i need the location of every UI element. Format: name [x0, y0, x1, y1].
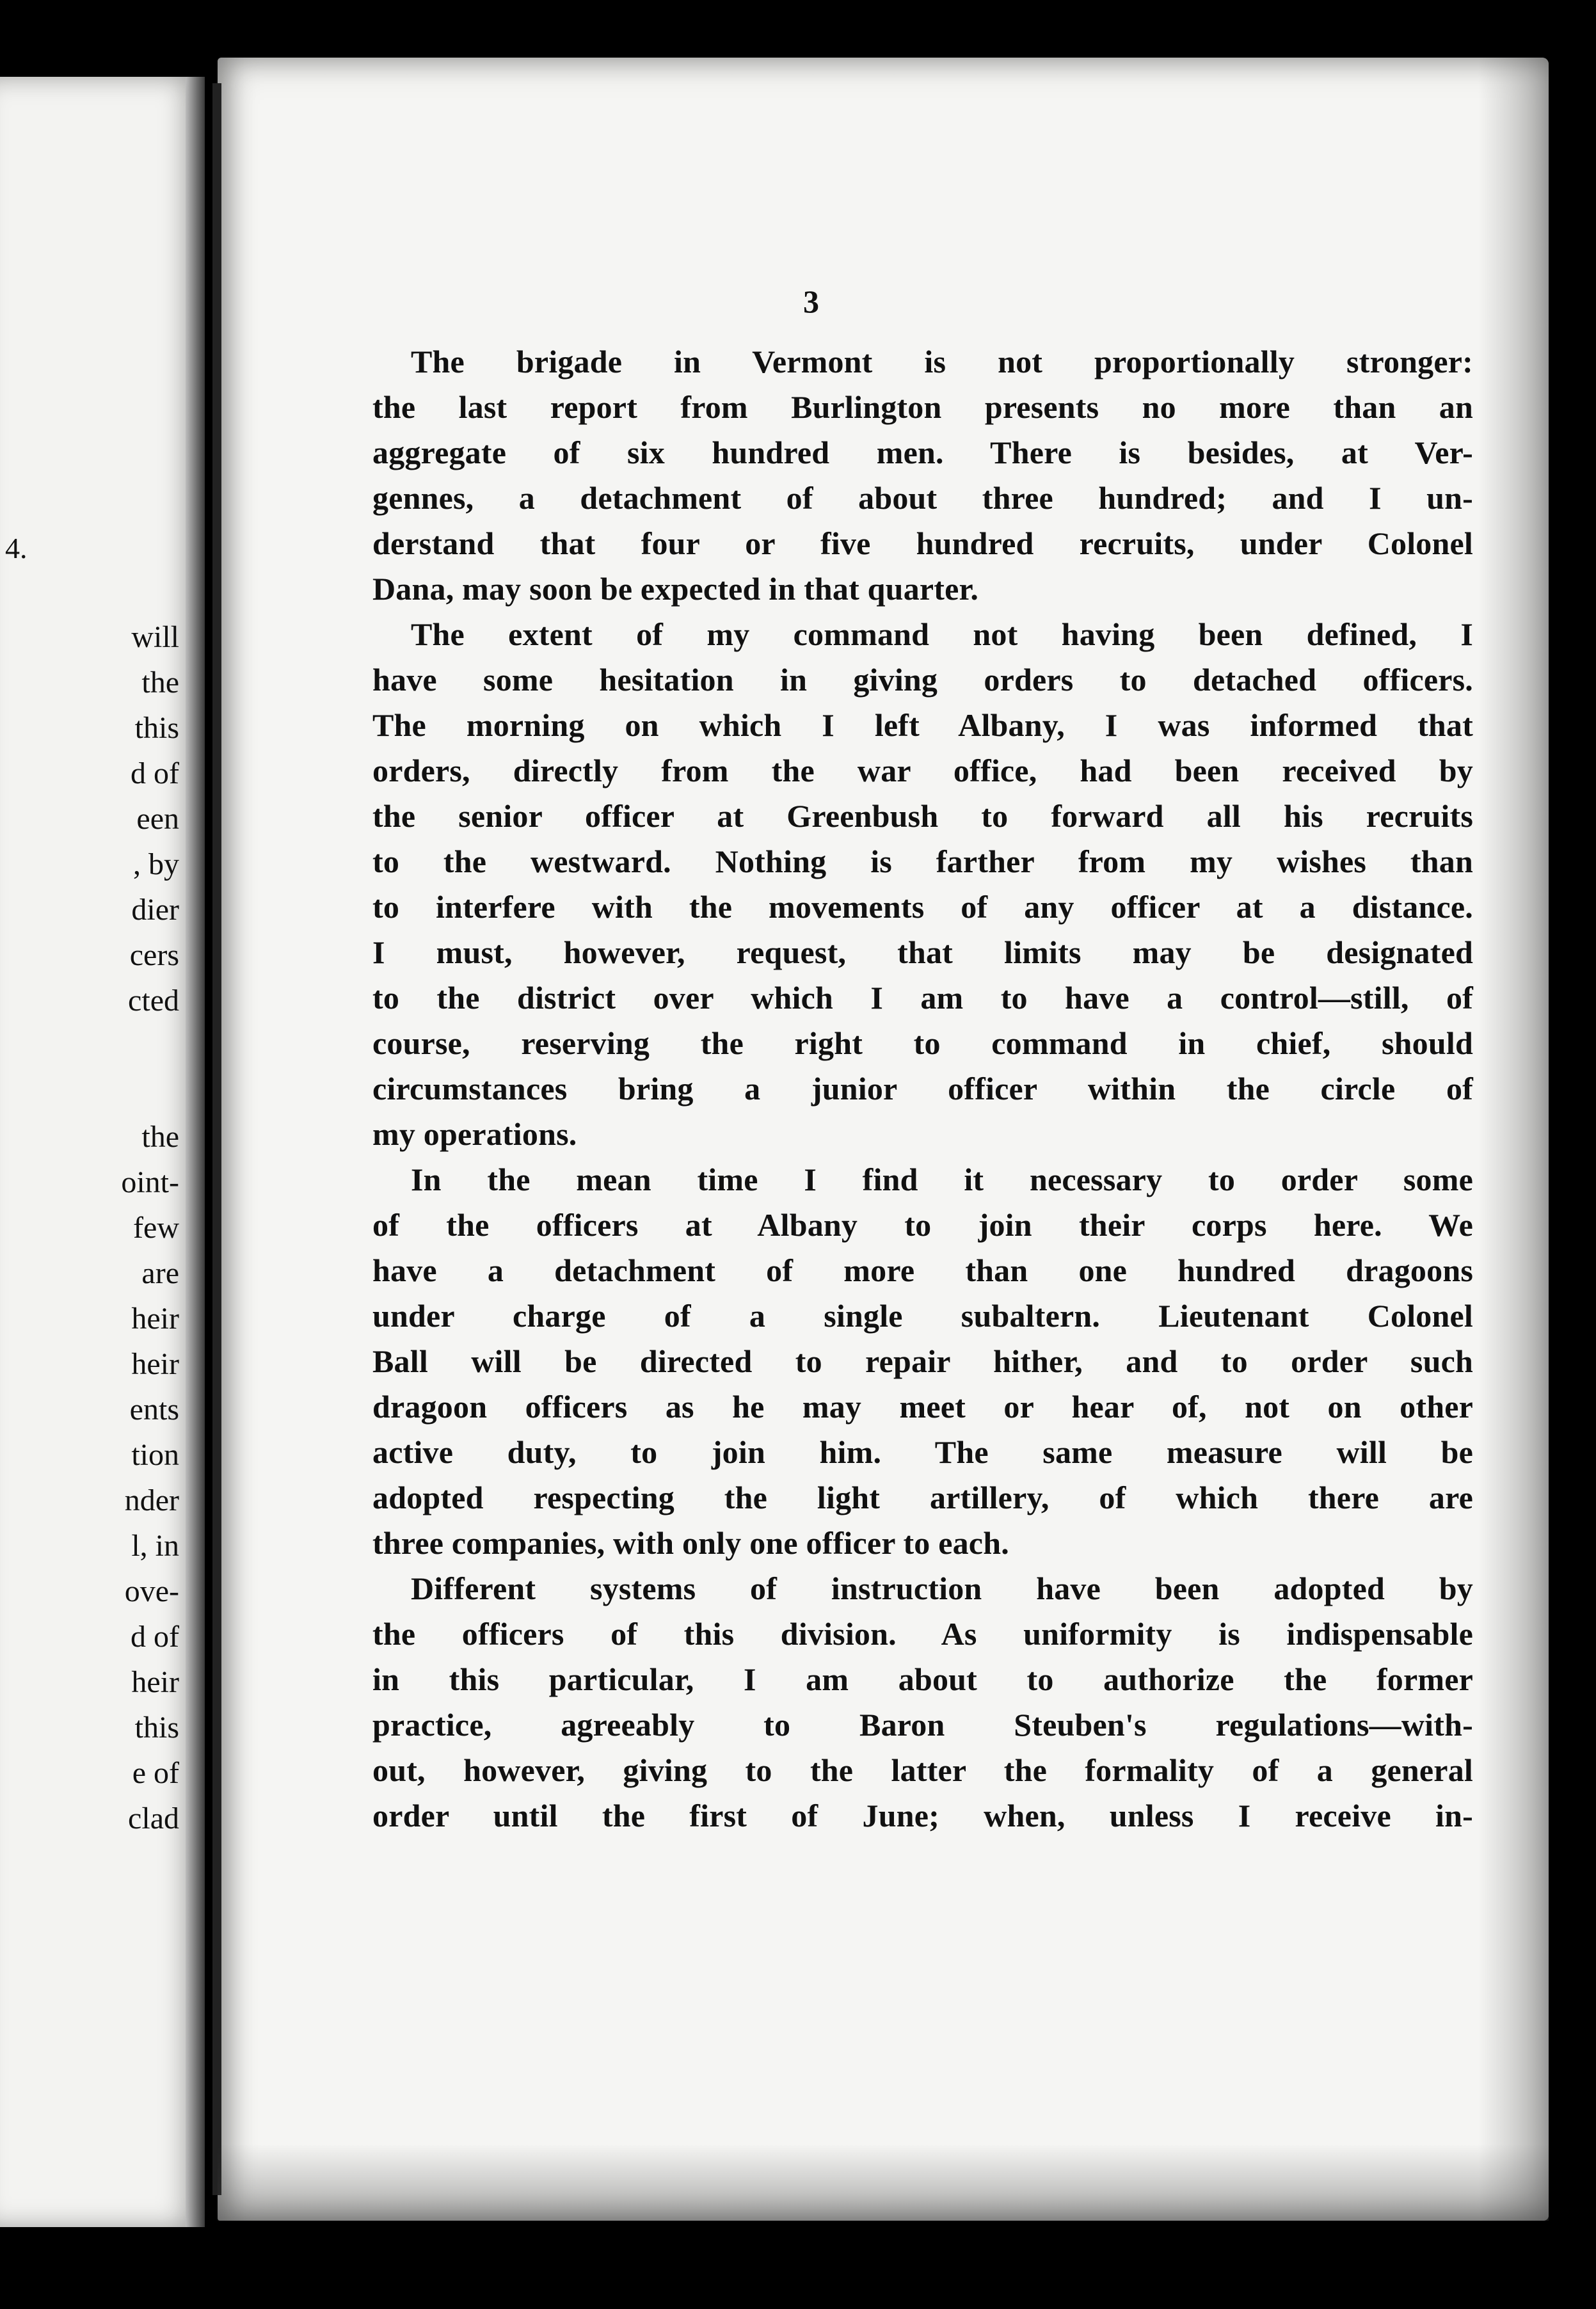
- text-line: In the mean time I find it necessary to order some: [411, 1162, 1473, 1197]
- facing-page-line-fragment: e of: [132, 1756, 179, 1790]
- text-line: circumstances bring a junior officer within the circle of: [372, 1071, 1473, 1107]
- facing-page-line-fragment: d of: [131, 756, 179, 790]
- text-line: adopted respecting the light artillery, of which there are: [372, 1480, 1473, 1515]
- facing-page-line-fragment: l, in: [131, 1529, 179, 1563]
- facing-page-line-fragment: heir: [131, 1347, 179, 1381]
- text-line: active duty, to join him. The same measure will be: [372, 1434, 1473, 1470]
- facing-page-line-fragment: een: [136, 802, 179, 836]
- page-edge-shadow: [1478, 58, 1549, 2221]
- facing-page-line-fragment: cers: [129, 938, 179, 972]
- facing-page-line-fragment: the: [141, 1120, 179, 1154]
- facing-page-line-fragment: the: [141, 666, 179, 699]
- text-line: derstand that four or five hundred recruits, under Colonel: [372, 525, 1473, 561]
- facing-page-line-fragment: dier: [131, 893, 179, 927]
- book-page: [218, 58, 1549, 2221]
- text-line: out, however, giving to the latter the formality of a general: [372, 1752, 1473, 1788]
- text-line: Dana, may soon be expected in that quarter.: [372, 571, 979, 607]
- text-line: The morning on which I left Albany, I was informed that: [372, 707, 1473, 743]
- facing-page-line-fragment: clad: [128, 1802, 179, 1835]
- facing-page-line-fragment: ove-: [124, 1574, 179, 1608]
- page-spine-edge: [212, 83, 221, 2195]
- body-text: [372, 339, 1473, 1839]
- text-line: to the westward. Nothing is farther from my wishes than: [372, 843, 1473, 879]
- text-line: Ball will be directed to repair hither, and to order such: [372, 1343, 1473, 1379]
- text-line: under charge of a single subaltern. Lieutenant Colonel: [372, 1298, 1473, 1334]
- facing-page-line-fragment: [121, 1069, 179, 1114]
- text-line: gennes, a detachment of about three hundred; and I un-: [372, 480, 1473, 516]
- text-line: three companies, with only one officer to each.: [372, 1525, 1009, 1561]
- facing-page-line-fragment: are: [141, 1256, 179, 1290]
- paragraph: [372, 339, 1473, 612]
- text-line: have a detachment of more than one hundred dragoons: [372, 1252, 1473, 1288]
- book-gutter: [186, 77, 205, 2227]
- facing-page-line-fragment: ents: [129, 1393, 179, 1426]
- facing-page-number-fragment: 4.: [5, 532, 28, 564]
- facing-page-line-fragment: , by: [133, 847, 179, 881]
- facing-page-line-fragment: heir: [131, 1665, 179, 1699]
- facing-page-line-fragment: heir: [131, 1302, 179, 1336]
- facing-page-line-endings: [121, 614, 179, 1841]
- paragraph: [372, 1157, 1473, 1566]
- text-line: dragoon officers as he may meet or hear of, not on other: [372, 1389, 1473, 1425]
- facing-page-line-fragment: nder: [124, 1483, 179, 1517]
- text-line: order until the first of June; when, unless I receive in-: [372, 1798, 1473, 1834]
- text-line: to interfere with the movements of any officer at a distance.: [372, 889, 1473, 925]
- text-line: course, reserving the right to command in chief, should: [372, 1025, 1473, 1061]
- text-line: the senior officer at Greenbush to forward all his recruits: [372, 798, 1473, 834]
- facing-page-line-fragment: will: [131, 620, 179, 654]
- text-line: in this particular, I am about to authorize the former: [372, 1661, 1473, 1697]
- text-line: of the officers at Albany to join their corps here. We: [372, 1207, 1473, 1243]
- text-line: I must, however, request, that limits may be designated: [372, 934, 1473, 970]
- page-bottom-shadow: [218, 2144, 1549, 2221]
- text-line: the last report from Burlington presents no more than an: [372, 389, 1473, 425]
- facing-page-line-fragment: this: [134, 1711, 179, 1745]
- text-line: Different systems of instruction have been adopted by: [411, 1570, 1473, 1606]
- facing-page-line-fragment: [121, 1023, 179, 1069]
- text-line: The brigade in Vermont is not proportionally stronger:: [411, 344, 1473, 380]
- text-line: my operations.: [372, 1116, 577, 1152]
- facing-page-fragment: [0, 77, 205, 2227]
- facing-page-line-fragment: cted: [128, 984, 179, 1018]
- text-line: to the district over which I am to have a control—still, of: [372, 980, 1473, 1016]
- facing-page-line-fragment: this: [134, 711, 179, 745]
- facing-page-line-fragment: few: [133, 1211, 179, 1245]
- facing-page-line-fragment: d of: [131, 1620, 179, 1654]
- text-line: The extent of my command not having been defined, I: [411, 616, 1473, 652]
- text-line: orders, directly from the war office, had been received by: [372, 753, 1473, 788]
- text-line: practice, agreeably to Baron Steuben's regulations—with-: [372, 1707, 1473, 1743]
- paragraph: [372, 612, 1473, 1157]
- facing-page-line-fragment: oint-: [121, 1165, 179, 1199]
- text-line: aggregate of six hundred men. There is besides, at Ver-: [372, 435, 1473, 470]
- text-line: the officers of this division. As uniformity is indispensable: [372, 1616, 1473, 1652]
- paragraph: [372, 1566, 1473, 1839]
- text-line: have some hesitation in giving orders to detached officers.: [372, 662, 1473, 698]
- page-number: 3: [803, 284, 819, 319]
- facing-page-line-fragment: tion: [131, 1438, 179, 1472]
